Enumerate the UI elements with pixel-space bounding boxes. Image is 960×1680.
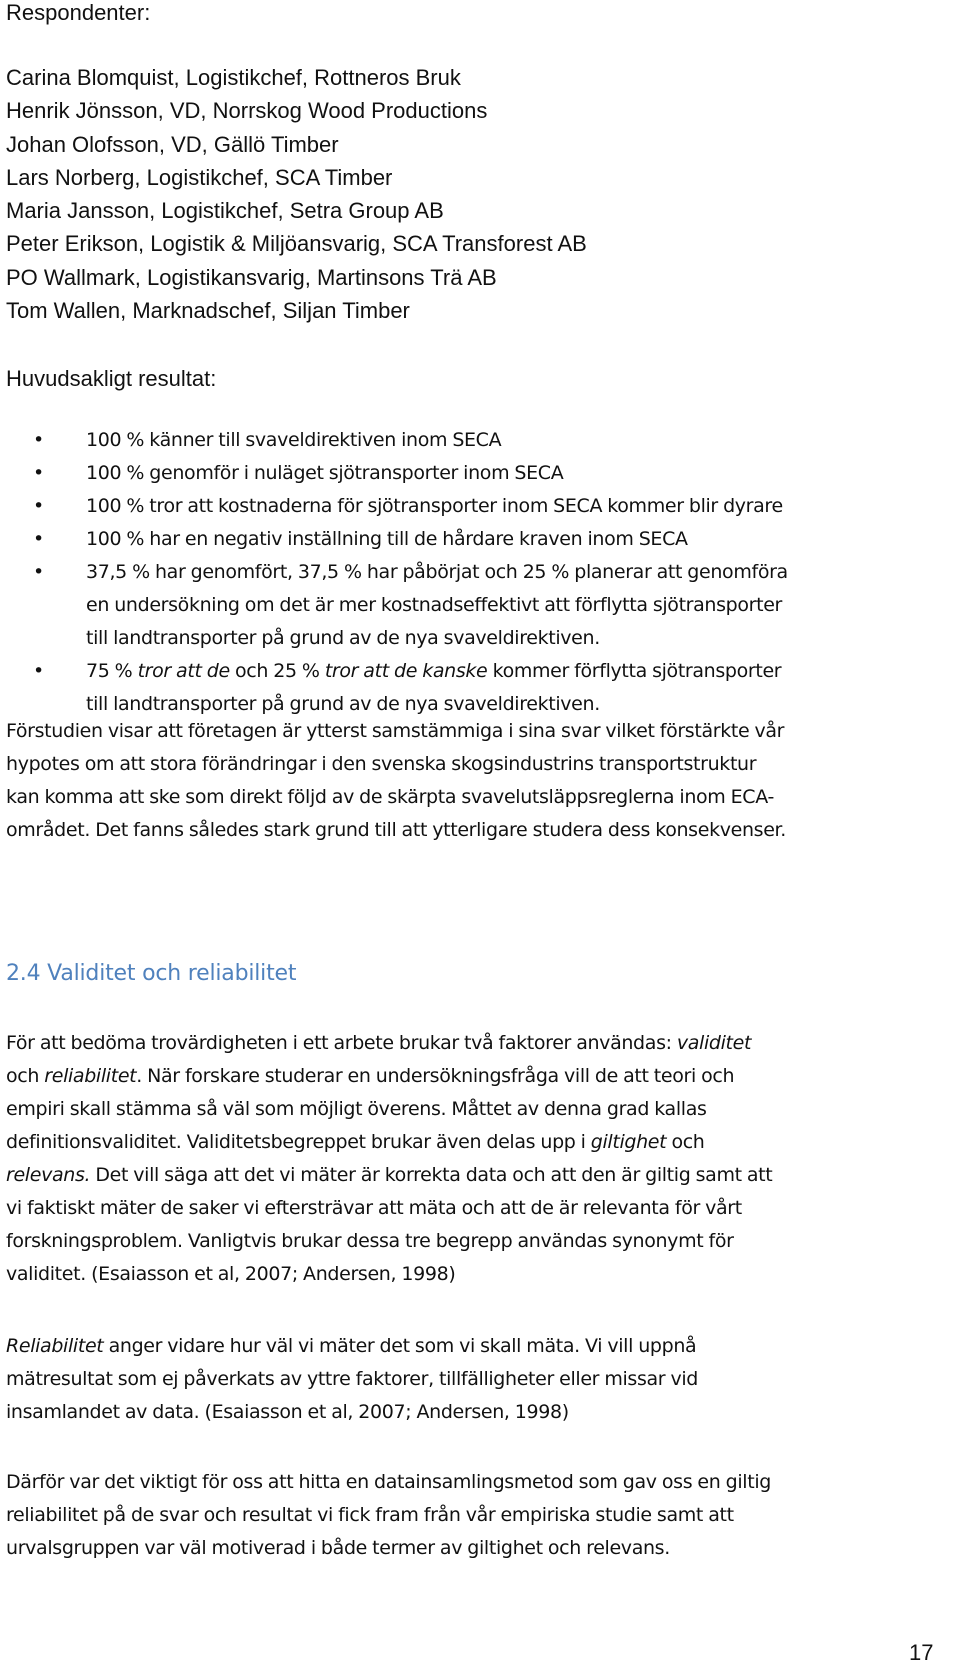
paragraph-line — [6, 1330, 698, 1363]
paragraph-line: kan komma att ske som direkt följd av de skärpta svavelutsläppsreglerna inom ECA- — [6, 786, 774, 808]
result-item — [6, 556, 788, 655]
respondent-list — [6, 63, 587, 329]
result-text: till landtransporter på grund av de nya svaveldirektiven. — [86, 627, 600, 649]
result-item — [6, 523, 788, 556]
result-text: 100 % känner till svaveldirektiven inom SECA — [86, 429, 502, 451]
paragraph-line: Därför var det viktigt för oss att hitta en datainsamlingsmetod som gav oss en giltig — [6, 1471, 771, 1493]
respondent-item: Carina Blomquist, Logistikchef, Rottneros Bruk — [6, 65, 461, 90]
respondent-item: Maria Jansson, Logistikchef, Setra Group AB — [6, 198, 444, 224]
validity-paragraph — [6, 1027, 772, 1291]
result-text — [86, 655, 788, 688]
text-fragment: och — [6, 1065, 45, 1087]
result-text: en undersökning om det är mer kostnadseffektivt att förflytta sjötransporter — [86, 594, 783, 616]
respondent-item: Johan Olofsson, VD, Gällö Timber — [6, 131, 339, 157]
final-paragraph — [6, 1466, 771, 1565]
italic-fragment: tror att de — [137, 660, 230, 682]
paragraph-line — [6, 1027, 772, 1060]
result-text: 100 % genomför i nuläget sjötransporter inom SECA — [86, 462, 564, 484]
text-fragment: Det vill säga att det vi mäter är korrekta data och att den är giltig samt att — [90, 1164, 773, 1186]
respondents-heading: Respondenter: — [6, 0, 151, 25]
text-fragment: anger vidare hur väl vi mäter det som vi skall mäta. Vi vill uppnå — [103, 1335, 697, 1357]
paragraph-line: empiri skall stämma så väl som möjligt överens. Måttet av denna grad kallas — [6, 1098, 707, 1120]
paragraph-line: mätresultat som ej påverkats av yttre faktorer, tillfälligheter eller missar vid — [6, 1368, 698, 1390]
bullet-icon: • — [33, 495, 44, 517]
section-heading: 2.4 Validitet och reliabilitet — [6, 961, 297, 986]
respondent-item: Lars Norberg, Logistikchef, SCA Timber — [6, 164, 393, 190]
paragraph-line: validitet. (Esaiasson et al, 2007; Andersen, 1998) — [6, 1263, 456, 1285]
text-fragment: och 25 % — [229, 660, 325, 682]
result-text: 100 % tror att kostnaderna för sjötransporter inom SECA kommer blir dyrare — [86, 495, 783, 517]
text-fragment: 75 % — [86, 660, 138, 682]
bullet-icon: • — [33, 462, 44, 484]
result-item — [6, 457, 788, 490]
text-fragment: kommer förflytta sjötransporter — [487, 660, 782, 682]
paragraph-line: reliabilitet på de svar och resultat vi fick fram från vår empiriska studie samt att — [6, 1504, 734, 1526]
page-number: 17 — [909, 1640, 934, 1665]
text-fragment: definitionsvaliditet. Validitetsbegreppet brukar även delas upp i — [6, 1131, 591, 1153]
result-item — [6, 490, 788, 523]
result-text: 37,5 % har genomfört, 37,5 % har påbörjat och 25 % planerar att genomföra — [86, 561, 788, 583]
respondent-item: PO Wallmark, Logistikansvarig, Martinsons Trä AB — [6, 264, 497, 290]
text-fragment: För att bedöma trovärdigheten i ett arbete brukar två faktorer användas: — [6, 1032, 677, 1054]
paragraph-line — [6, 1126, 772, 1159]
paragraph-line: forskningsproblem. Vanligtvis brukar dessa tre begrepp användas synonymt för — [6, 1230, 734, 1252]
italic-term: giltighet — [590, 1131, 667, 1153]
paragraph-line — [6, 1060, 772, 1093]
respondent-item: Henrik Jönsson, VD, Norrskog Wood Productions — [6, 98, 488, 124]
text-fragment: . När forskare studerar en undersökningsfråga vill de att teori och — [136, 1065, 735, 1087]
italic-fragment: tror att de kanske — [324, 660, 488, 682]
results-list — [6, 424, 788, 721]
paragraph-line: området. Det fanns således stark grund till att ytterligare studera dess konsekvenser. — [6, 819, 786, 841]
paragraph-line: insamlandet av data. (Esaiasson et al, 2007; Andersen, 1998) — [6, 1401, 569, 1423]
paragraph-line: Förstudien visar att företagen är ytterst samstämmiga i sina svar vilket förstärkte vår — [6, 720, 785, 742]
result-text: 100 % har en negativ inställning till de hårdare kraven inom SECA — [86, 528, 688, 550]
results-heading: Huvudsakligt resultat: — [6, 366, 217, 391]
paragraph-line — [6, 1159, 772, 1192]
italic-term: reliabilitet — [44, 1065, 137, 1087]
paragraph-line: urvalsgruppen var väl motiverad i både termer av giltighet och relevans. — [6, 1537, 670, 1559]
reliability-paragraph — [6, 1330, 698, 1429]
result-item — [6, 655, 788, 721]
bullet-icon: • — [33, 429, 44, 451]
result-text: till landtransporter på grund av de nya svaveldirektiven. — [86, 693, 600, 715]
italic-term: Reliabilitet — [6, 1335, 104, 1357]
paragraph-line: hypotes om att stora förändringar i den svenska skogsindustrins transportstruktur — [6, 753, 757, 775]
paragraph-line: vi faktiskt mäter de saker vi eftersträvar att mäta och att de är relevanta för vårt — [6, 1197, 742, 1219]
result-item — [6, 424, 788, 457]
respondent-item: Peter Erikson, Logistik & Miljöansvarig, SCA Transforest AB — [6, 231, 587, 257]
bullet-icon: • — [33, 561, 44, 583]
bullet-icon: • — [33, 660, 44, 682]
italic-term: relevans. — [6, 1164, 91, 1186]
conclusion-paragraph — [6, 715, 786, 847]
italic-term: validitet — [676, 1032, 752, 1054]
bullet-icon: • — [33, 528, 44, 550]
text-fragment: och — [666, 1131, 705, 1153]
respondent-item: Tom Wallen, Marknadschef, Siljan Timber — [6, 298, 410, 324]
